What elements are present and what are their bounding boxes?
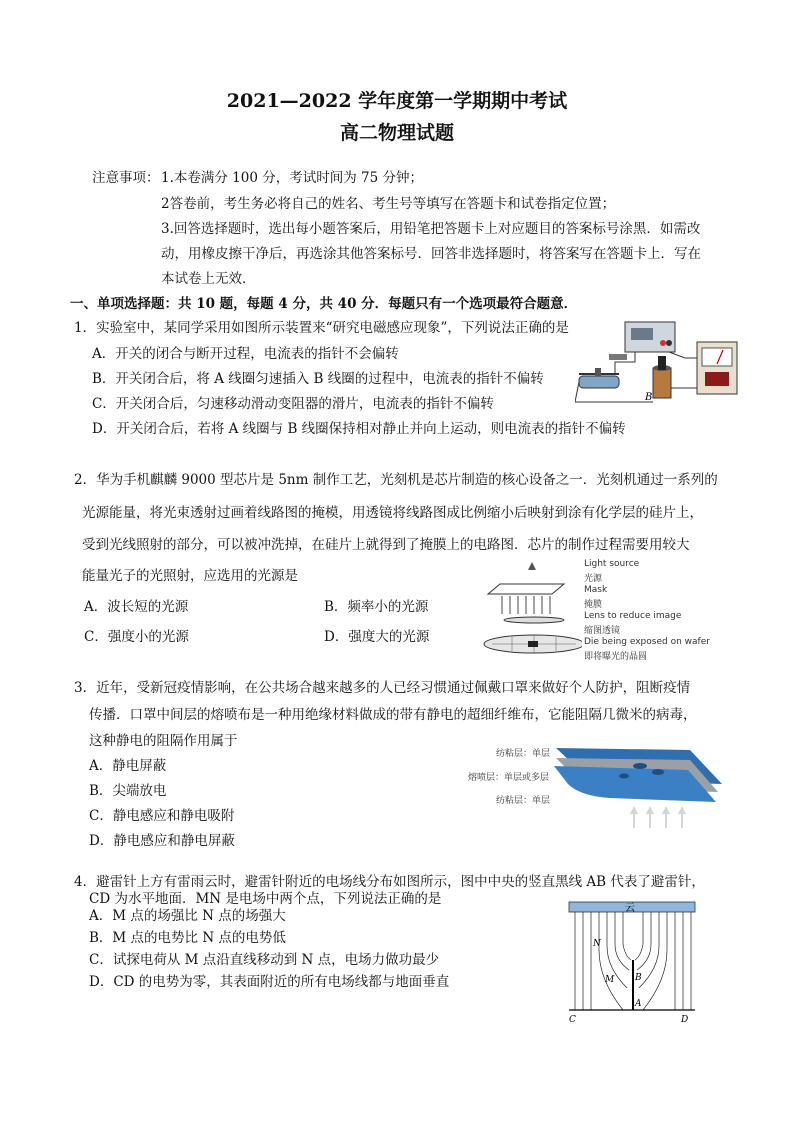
q2-label-lens-en: Lens to reduce image xyxy=(584,611,682,621)
q4-stem-1: 4．避雷针上方有雷雨云时，避雷针附近的电场线分布如图所示，图中中央的竖直黑线 AB 代表了避雷针， xyxy=(74,874,705,890)
q4-option-d: D．CD 的电势为零，其表面附近的所有电场线都与地面垂直 xyxy=(89,974,450,990)
notice-item-3c: 本试卷上无效． xyxy=(161,271,256,287)
page-title: 2021—2022 学年度第一学期期中考试 xyxy=(226,90,568,112)
page-subtitle: 高二物理试题 xyxy=(339,122,454,144)
q2-lithography-figure xyxy=(482,556,582,660)
q1-option-d: D．开关闭合后，若将 A 线圈与 B 线圈保持相对静止并向上运动，则电流表的指针不偏转 xyxy=(92,421,626,437)
q2-label-mask-en: Mask xyxy=(584,585,608,595)
q3-label-bottom: 纺粘层：单层 xyxy=(496,796,551,806)
notice-item-3: 3.回答选择题时，选出每小题答案后，用铅笔把答题卡上对应题目的答案标号涂黑．如需改 xyxy=(161,221,701,237)
q1-figure-label-b: B xyxy=(645,392,653,403)
q2-label-die-zh: 即将曝光的晶圆 xyxy=(584,652,648,662)
q4-label-m: M xyxy=(605,975,615,985)
q4-option-b: B．M 点的电势比 N 点的电势低 xyxy=(89,930,286,946)
q4-field-lines-figure xyxy=(563,900,703,1026)
q3-label-top: 纺粘层：单层 xyxy=(496,749,551,759)
q2-label-die-en: Die being exposed on wafer xyxy=(584,637,710,647)
q3-stem-3: 这种静电的阻隔作用属于 xyxy=(89,733,238,749)
q3-option-c: C．静电感应和静电吸附 xyxy=(89,808,235,824)
q3-option-b: B．尖端放电 xyxy=(89,783,167,799)
notice-item-1: 1.本卷满分 100 分，考试时间为 75 分钟； xyxy=(161,170,423,186)
q3-mask-layers-figure xyxy=(550,744,730,830)
q2-label-mask-zh: 掩膜 xyxy=(584,600,603,610)
q1-stem: 1．实验室中，某同学采用如图所示装置来“研究电磁感应现象”，下列说法正确的是 xyxy=(74,320,569,336)
q1-option-a: A．开关的闭合与断开过程，电流表的指针不会偏转 xyxy=(92,346,399,362)
q2-label-lens-zh: 缩图透镜 xyxy=(584,626,621,636)
q2-stem-2: 光源能量，将光束透射过画着线路图的掩模，用透镜将线路图成比例缩小后映射到涂有化学层的硅片上， xyxy=(82,505,703,521)
q2-option-b: B．频率小的光源 xyxy=(324,599,429,615)
notice-item-2: 2答卷前，考生务必将自己的姓名、考生号等填写在答题卡和试卷指定位置； xyxy=(161,196,616,212)
q1-option-b: B．开关闭合后，将 A 线圈匀速插入 B 线圈的过程中，电流表的指针不偏转 xyxy=(92,371,544,387)
q2-label-light-source-en: Light source xyxy=(584,559,640,569)
q3-label-middle: 熔喷层：单层或多层 xyxy=(468,773,550,783)
q3-option-d: D．静电感应和静电屏蔽 xyxy=(89,833,235,849)
q4-label-n: N xyxy=(593,939,601,949)
q4-label-a: A xyxy=(635,999,642,1009)
q4-stem-2: CD 为水平地面．MN 是电场中两个点，下列说法正确的是 xyxy=(89,891,442,907)
q4-option-a: A．M 点的场强比 N 点的场强大 xyxy=(89,908,286,924)
q2-label-light-source-zh: 光源 xyxy=(584,574,603,584)
q2-stem-3: 受到光线照射的部分，可以被冲洗掉，在硅片上就得到了掩膜上的电路图．芯片的制作过程需要用较大 xyxy=(82,537,690,553)
q1-option-c: C．开关闭合后，匀速移动滑动变阻器的滑片，电流表的指针不偏转 xyxy=(92,396,494,412)
q4-label-b: B xyxy=(635,973,642,983)
section-heading: 一、单项选择题：共 10 题，每题 4 分，共 40 分．每题只有一个选项最符合题意． xyxy=(70,296,578,312)
q4-label-d: D xyxy=(681,1015,689,1025)
q3-stem-1: 3．近年，受新冠疫情影响，在公共场合越来越多的人已经习惯通过佩戴口罩来做好个人防护，阻断疫情 xyxy=(74,680,691,696)
q1-apparatus-figure xyxy=(575,318,743,410)
notice-item-3b: 动，用橡皮擦干净后，再选涂其他答案标号．回答非选择题时，将答案写在答题卡上．写在 xyxy=(161,246,701,262)
q4-label-cloud: 云 xyxy=(625,903,635,914)
q4-option-c: C．试探电荷从 M 点沿直线移动到 N 点，电场力做功最少 xyxy=(89,952,440,968)
q2-option-d: D．强度大的光源 xyxy=(324,629,430,645)
q3-stem-2: 传播．口罩中间层的熔喷布是一种用绝缘材料做成的带有静电的超细纤维布，它能阻隔几微米的病毒， xyxy=(89,707,697,723)
q2-stem-1: 2．华为手机麒麟 9000 型芯片是 5nm 制作工艺，光刻机是芯片制造的核心设备之一．光刻机通过一系列的 xyxy=(74,472,718,488)
q2-option-a: A．波长短的光源 xyxy=(84,599,189,615)
q4-label-c: C xyxy=(569,1015,576,1025)
notice-label: 注意事项： xyxy=(92,170,160,186)
q2-stem-4: 能量光子的光照射，应选用的光源是 xyxy=(82,568,298,584)
q2-option-c: C．强度小的光源 xyxy=(84,629,189,645)
q3-option-a: A．静电屏蔽 xyxy=(89,758,167,774)
